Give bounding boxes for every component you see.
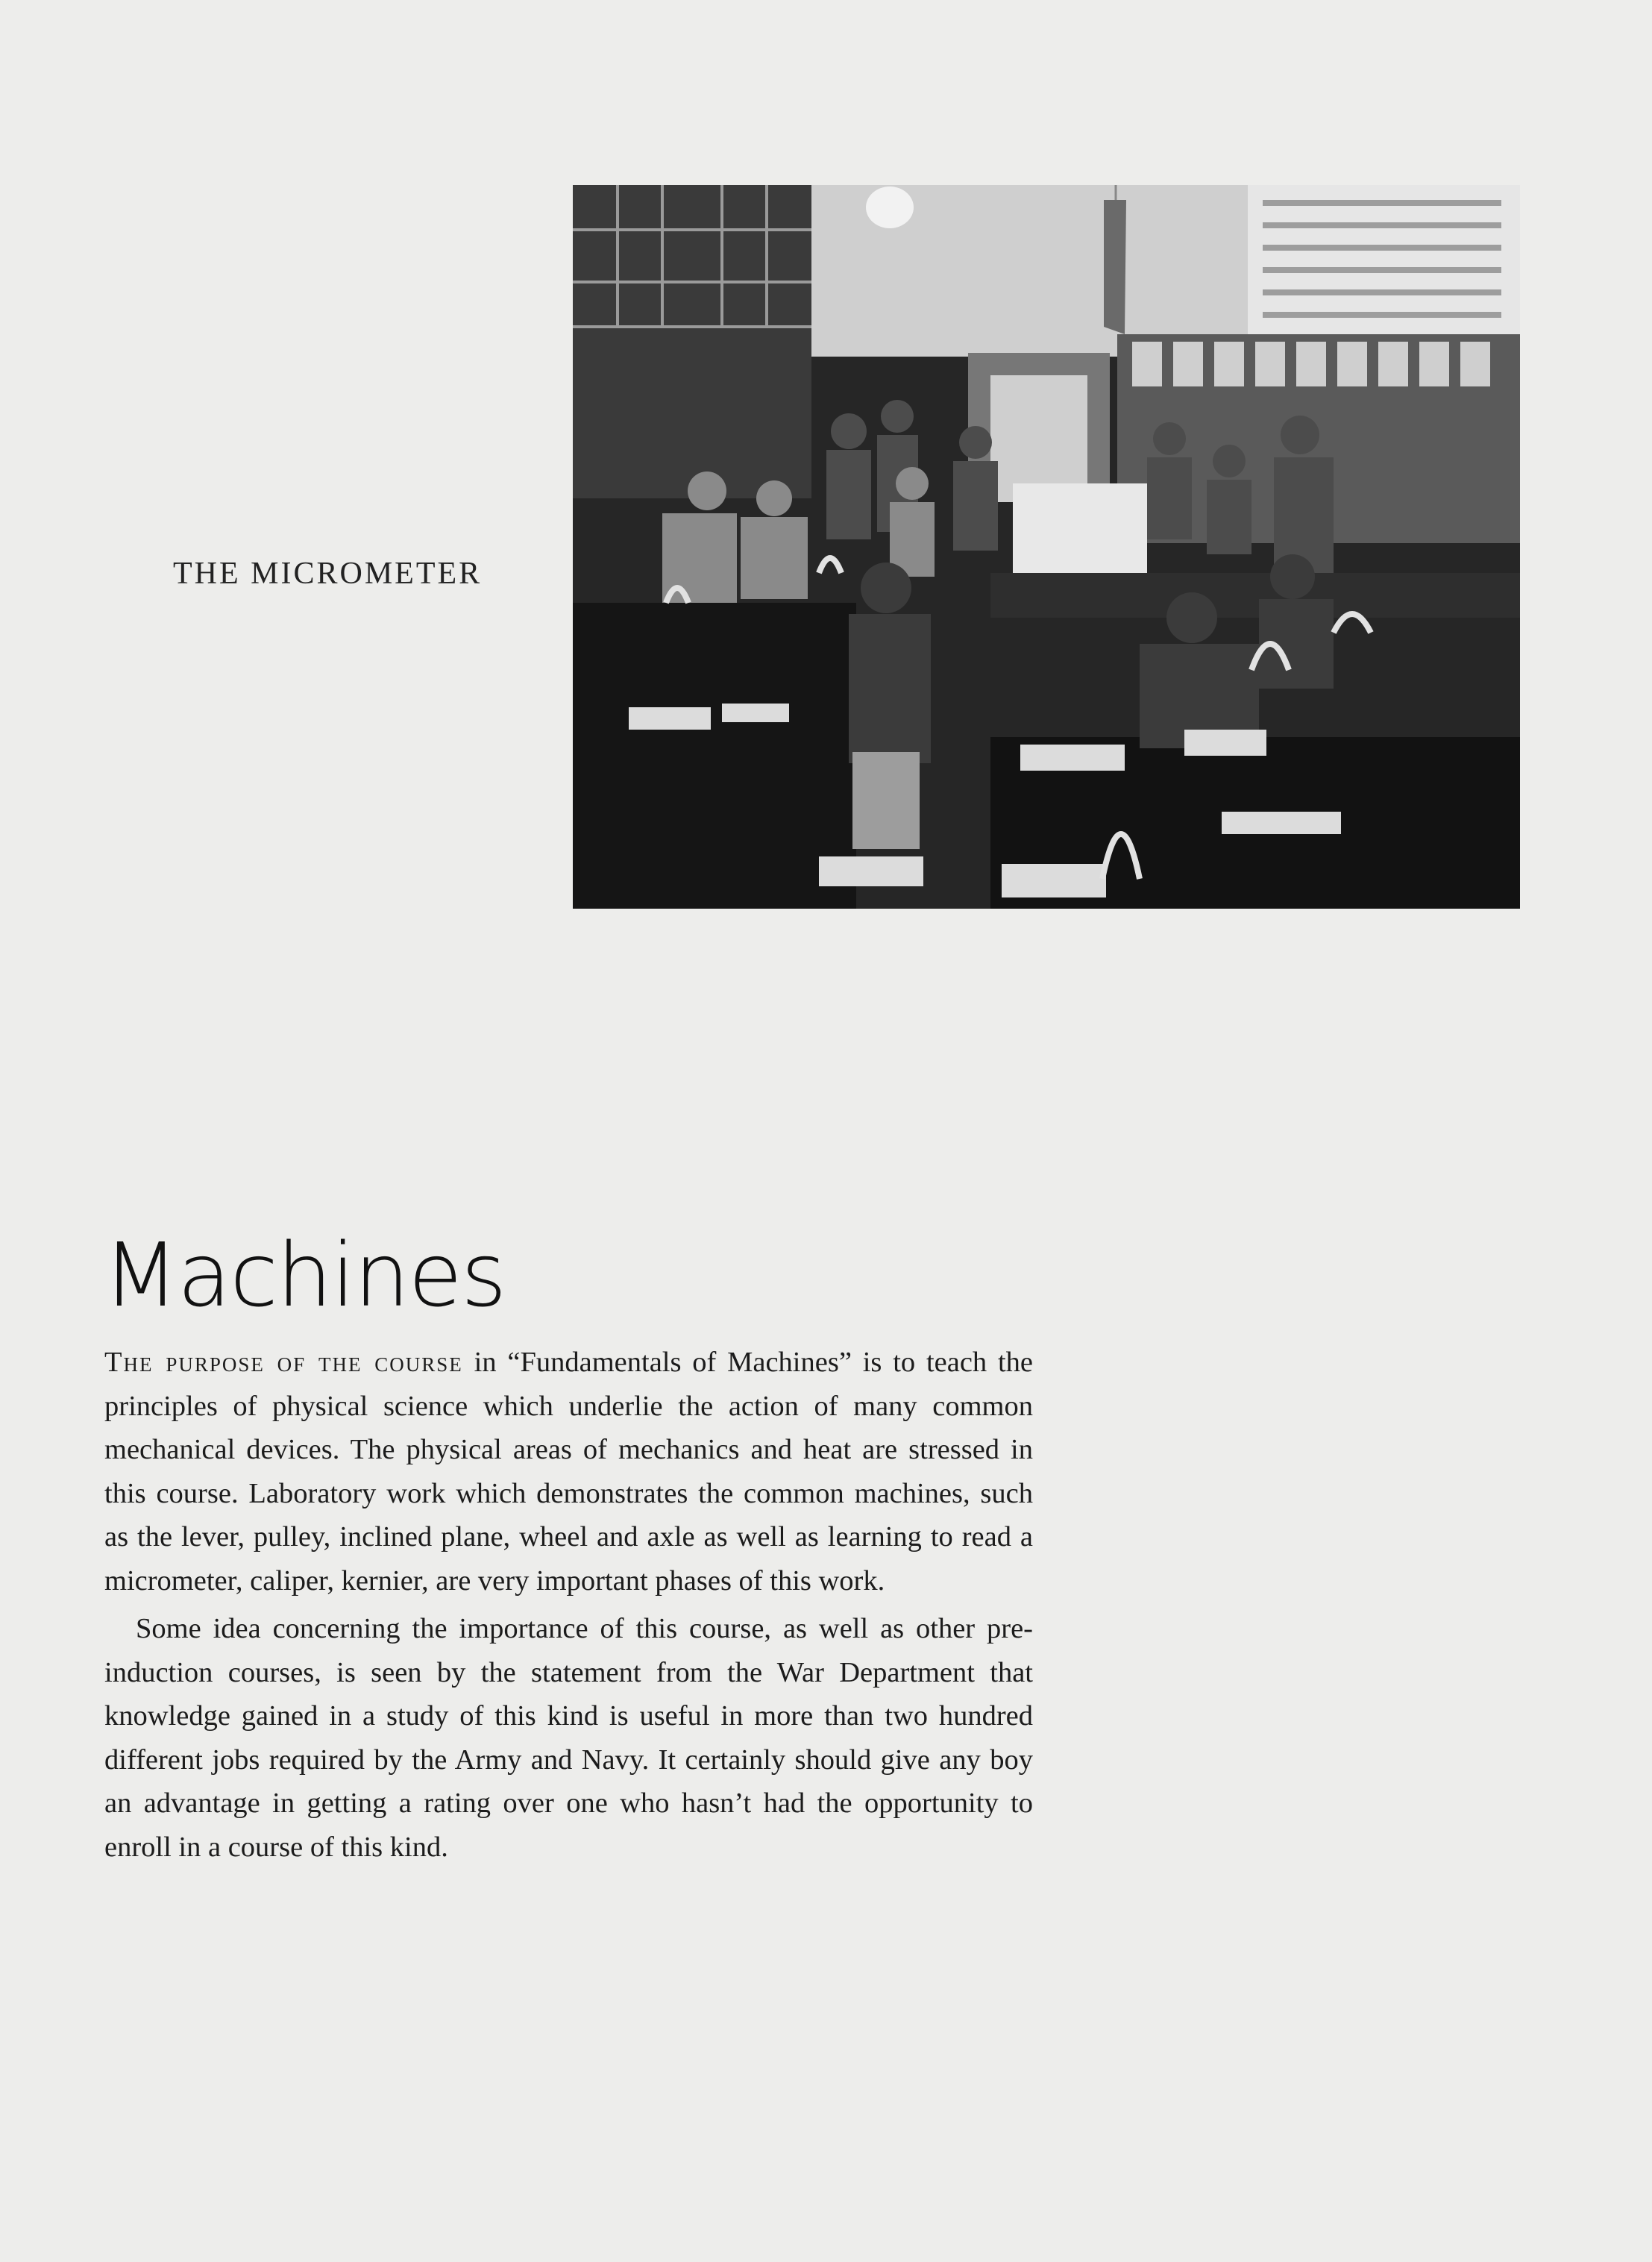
article-paragraph — [104, 1341, 1033, 1602]
article-paragraph: Some idea concerning the importance of this course, as well as other pre-induction courses, is seen by the statement from the War Department that knowledge gained in a study of this kind is useful in more than two hundred different jobs required by the Army and Navy. It certainly should give any boy an advantage in getting a rating over one who hasn’t had the opportunity to enroll in a course of this kind. — [104, 1613, 1033, 1863]
classroom-photo-illustration — [573, 185, 1520, 909]
paragraph-lead-in: The purpose of the course — [104, 1347, 463, 1378]
article-title: Machines — [103, 1224, 506, 1326]
classroom-photo — [573, 185, 1520, 909]
photo-caption: THE MICROMETER — [173, 557, 483, 591]
paragraph-text: in “Fundamentals of Machines” is to teach the principles of physical science which underlie the action of many common mechanical devices. The physical areas of mechanics and heat are stressed in this course. Laboratory work which demonstrates the common machines, such as the lever, pulley, inclined plane, wheel and axle as well as learning to read a micrometer, caliper, kernier, are very important phases of this work. — [104, 1347, 1034, 1597]
article-body — [104, 1341, 1033, 1869]
